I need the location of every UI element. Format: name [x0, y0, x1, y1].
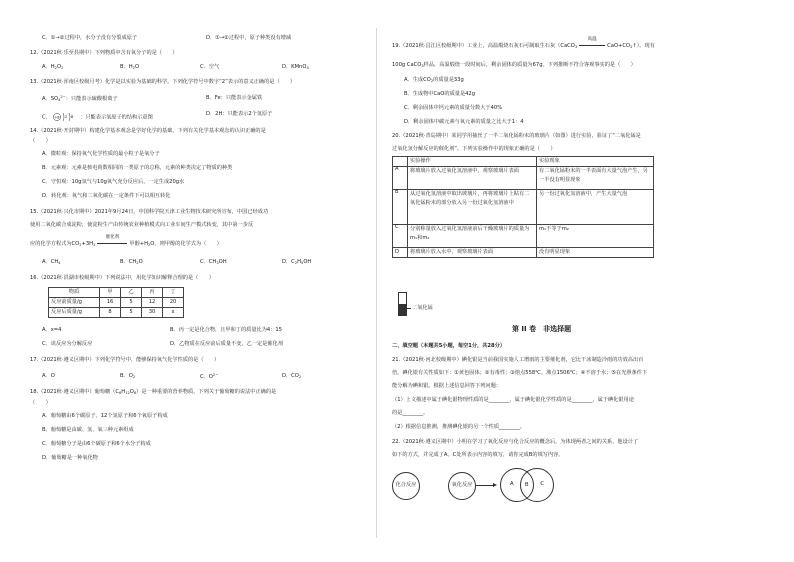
table-header-cell: 物质	[49, 288, 100, 298]
combination-reaction-circle: 化合反应	[392, 472, 420, 500]
q17-option-b: B．$O_2$	[120, 373, 136, 379]
q19-option-c: C．剩余固体中钙元素的质量分数大于40%	[404, 105, 503, 111]
q14-option-d: D．转化观：氧气和二氧化碳在一定条件下可以相互转化	[42, 193, 171, 199]
q17-option-c: C．$O^{2-}$	[200, 373, 219, 380]
table-header-row	[49, 288, 184, 298]
svg-text:8: 8	[71, 115, 74, 120]
table-cell: 将玻璃片放入水中，观察玻璃片表面	[408, 248, 537, 258]
table-row	[393, 167, 654, 190]
manganese-dioxide-coating	[399, 304, 406, 315]
table-cell: 没有明显现象	[537, 248, 654, 258]
q14-option-b: B．元素观：元素是核电荷数相同的一类原子的总称，元素的种类决定了物质的种类	[42, 165, 233, 171]
table-header-cell: 丙	[142, 288, 163, 298]
q14-option-c: C．守恒观：10g氢气与10g氧气充分反应后，一定生成20g水	[42, 179, 185, 185]
q18-option-d: D．葡萄糖是一种氧化物	[42, 455, 98, 461]
table-cell: B	[393, 190, 408, 225]
q21-stem-line3: 能分解为碘和银。根据上述信息回答下列问题：	[392, 383, 501, 389]
q16-table	[48, 287, 184, 318]
table-cell: 有二氧化锰粉末的一半表面有大量气泡产生，另一半没有明显现象	[537, 167, 654, 190]
q12-stem: 12.（2021秋·乐至县期中）下列物质中含有氧分子的是（ ）	[30, 50, 178, 56]
table-row	[393, 225, 654, 248]
q15-stem-line2: 使用二氧化碳合成淀粉，使淀粉生产由传统农业种植模式向工业车间生产模式转变，其中第一步反	[30, 222, 254, 228]
q15-option-a: A．$CH_4$	[42, 259, 61, 265]
table-cell: D	[393, 248, 408, 258]
q21-stem-line1: 21.（2021秋·河北校级期中）碘化银是当前我国实施人工增雨的主要催化剂，它比干冰制造冷雨的功效高出百	[392, 357, 644, 363]
arrow-right-icon	[493, 483, 497, 487]
table-cell: 将玻璃片放入过氧化氢溶液中，观察玻璃片表面	[408, 167, 537, 190]
q18-option-b: B．葡萄糖是由碳、氢、氧三种元素组成	[42, 427, 134, 433]
q14-stem-line1: 14.（2021秋·开封期中）构建化学基本观念是学好化学的基础，下列有关化学基本观念的认识正确的是	[30, 128, 266, 134]
q16-option-b: B．丙一定是化合物，且甲和丁的质量比为4：15	[170, 327, 283, 333]
q15-option-b: B．$CH_2O$	[120, 259, 143, 265]
q18-stem-line2: （ ）	[30, 400, 51, 406]
q20-table	[392, 156, 654, 258]
table-cell: A	[393, 167, 408, 190]
q16-option-a: A．x=4	[42, 327, 62, 333]
table-cell: 分别称量放入过氧化氢溶液前后干燥玻璃片的质量为m₁和m₂	[408, 225, 537, 248]
table-cell: 20	[163, 298, 184, 308]
q11-option-c: C．①→②过程中，水分子没有分裂成原子	[42, 35, 138, 41]
figure-legend: 二氧化锰	[412, 305, 433, 311]
atom-structure-icon	[52, 112, 78, 122]
table-cell: 30	[142, 308, 163, 318]
table-cell: 16	[100, 298, 121, 308]
table-cell: 反应前质量/g	[49, 298, 100, 308]
q21-part2: （2）根据信息推测，推测碘化银的另一个性质________。	[392, 424, 525, 430]
q17-option-a: A．O	[42, 373, 55, 379]
table-cell: 8	[100, 308, 121, 318]
q12-option-d: D．KMnO$_4$	[282, 64, 309, 70]
venn-circle-c: C	[520, 468, 554, 502]
q15-stem-line1: 15.（2021秋·兴化市期中）2021年9月24日，中国科学院天津工业生物技术研究所宣布，中国已经成功	[30, 209, 269, 215]
q15-option-d: D．$C_2H_5OH$	[282, 259, 312, 265]
table-header-cell: 实验操作	[408, 157, 537, 167]
reaction-condition-arrow: 高温	[587, 37, 597, 42]
table-header-cell: 甲	[100, 288, 121, 298]
q17-option-d: D．$CO_2$	[282, 373, 302, 379]
section-two-heading: 二、填空题（本题共5小题，每空1分，共28分）	[392, 343, 506, 349]
q13-option-d: D．2H：只能表示2个氢原子	[206, 111, 273, 117]
table-cell: 5	[121, 308, 142, 318]
q22-stem-line1: 22.（2021秋·遵义区期中）小明在学习了氧化反应与化合反应的概念后，为体现两者之间的关系，他设计了	[392, 439, 639, 445]
table-header-cell: 实验现象	[537, 157, 654, 167]
q13-stem: 13.（2021秋·浑南区校级月考）化学是以实验为基础的科学。下列化学符号中数字“2”表示的意义正确的是（ ）	[30, 79, 296, 85]
q13-option-a: A．$SO_4^{2-}$：只能表示硫酸根离子	[42, 95, 118, 102]
q19-stem-line1: 19.（2021秋·昌江区校级期中）工业上，高温煅烧石灰石可制取生石灰（CaCO$_3$ 高温 $CaO+CO_2↑$）。现有	[392, 37, 655, 49]
q16-option-d: D．乙物质在反应前后质量不变，乙一定是催化剂	[170, 341, 283, 347]
table-cell: 12	[142, 298, 163, 308]
table-row	[49, 308, 184, 318]
q21-part1-tail: 的是________。	[392, 410, 429, 416]
q15-option-c: C．$CH_3OH$	[200, 259, 227, 265]
table-header-row	[393, 157, 654, 167]
table-cell: 从过氧化氢溶液中取出玻璃片，再将玻璃片上粘有二氧化锰粉末的部分放入另一份过氧化氢溶液中	[408, 190, 537, 225]
q17-stem: 17.（2021秋·遵义区期中）下列化学符号中，能够保持氧气化学性质的是（ ）	[30, 357, 220, 363]
q13-option-b: B．Fe：只能表示金属铁	[206, 95, 263, 101]
table-row	[393, 190, 654, 225]
q21-stem-line2: 倍。碘化银有关性质如下：①黄色固体；②有毒性；③熔点558℃，沸点1506℃；④不溶于水；⑤在光照条件下	[392, 370, 648, 376]
q13-option-c: C． +8 2 8 ：只能表示氧原子的结构示意图	[42, 112, 153, 122]
arrow-line	[476, 485, 494, 486]
table-row	[393, 248, 654, 258]
column-divider	[376, 28, 377, 538]
table-row	[49, 298, 184, 308]
q18-stem-line1: 18.（2021秋·遵义区期中）葡萄糖$(C_6H_{12}O_6)$是一种重要的营养物质，下列关于葡萄糖的说法中正确的是	[30, 389, 277, 395]
part-two-title: 第 II 卷 非选择题	[512, 325, 572, 333]
q12-option-a: A．$H_2O_2$	[42, 64, 64, 70]
legend-leader-line	[405, 308, 411, 309]
table-cell: 反应后质量/g	[49, 308, 100, 318]
catalyst-arrow: 催化剂	[105, 235, 120, 240]
q19-option-b: B．生成物中CaO的质量是42g	[404, 91, 476, 97]
oxidation-reaction-circle: 氧化反应	[448, 472, 476, 500]
q19-option-a: A．生成$CO_2$的质量是33g	[404, 77, 464, 83]
q16-option-c: C．该反应为分解反应	[42, 341, 93, 347]
q19-option-d: D．剩余固体中碳元素与氧元素的质量之比大于1：4	[404, 119, 524, 125]
table-header-cell: 乙	[121, 288, 142, 298]
table-cell: C	[393, 225, 408, 248]
venn-circle-a: A	[500, 468, 534, 502]
svg-text:2: 2	[65, 115, 68, 120]
q22-stem-line2: 如下的方式，并完成了A、C处所表示内容的填写，请你完成B的填写内容。	[392, 452, 564, 458]
q18-option-c: C．葡萄糖分子是由6个碳原子和6个水分子构成	[42, 441, 151, 447]
q16-stem: 16.（2021秋·洪湖市校级期中）下列说法中，用化学知识解释合理的是（ ）	[30, 275, 214, 281]
table-cell: 5	[121, 298, 142, 308]
table-cell: x	[163, 308, 184, 318]
q20-stem-line1: 20.（2021秋·青岛期中）某同学用抽丝了一半二氧化锰粉末的玻璃片（如图）进行实验，验证了“二氧化锰是	[392, 133, 641, 139]
q12-option-c: C．空气	[200, 64, 220, 70]
table-header-cell: 丁	[163, 288, 184, 298]
q12-option-b: B．$H_2O$	[120, 64, 140, 70]
venn-overlap-b: B	[525, 482, 529, 488]
q11-option-d: D．①→②过程中，原子种类没有增减	[206, 35, 292, 41]
q14-option-a: A．微粒观：保持氧气化学性质的最小粒子是氧分子	[42, 151, 160, 157]
q19-stem-line2: 100g CaCO$_3$样品，高温煅烧一段时间后，剩余固体的质量为67g。下列推断不符合客观事实的是（ ）	[392, 62, 636, 68]
q15-equation: 应的化学方程式为$CO_2+3H_2$ 催化剂 甲醇$+H_2O$，则甲醇的化学式为（ ）	[30, 235, 222, 247]
svg-text:+8: +8	[54, 115, 60, 120]
table-cell: m₁不等于m₂	[537, 225, 654, 248]
table-cell: 另一份过氧化氢溶液中，产生大量气泡	[537, 190, 654, 225]
table-header-cell	[393, 157, 408, 167]
q14-stem-line2: （ ）	[30, 138, 51, 144]
q21-part1: （1）上文描述中属于碘化银物理性质的是________，属于碘化银化学性质的是________，属于碘化银用途	[392, 397, 634, 403]
q20-stem-line2: 过氧化氢分解反应的催化剂”。下列实验操作中的现象正确的是（ ）	[392, 146, 556, 152]
glass-slide-figure	[398, 292, 407, 316]
q18-option-a: A．葡萄糖由6个碳原子、12个氢原子和6个氧原子构成	[42, 413, 168, 419]
